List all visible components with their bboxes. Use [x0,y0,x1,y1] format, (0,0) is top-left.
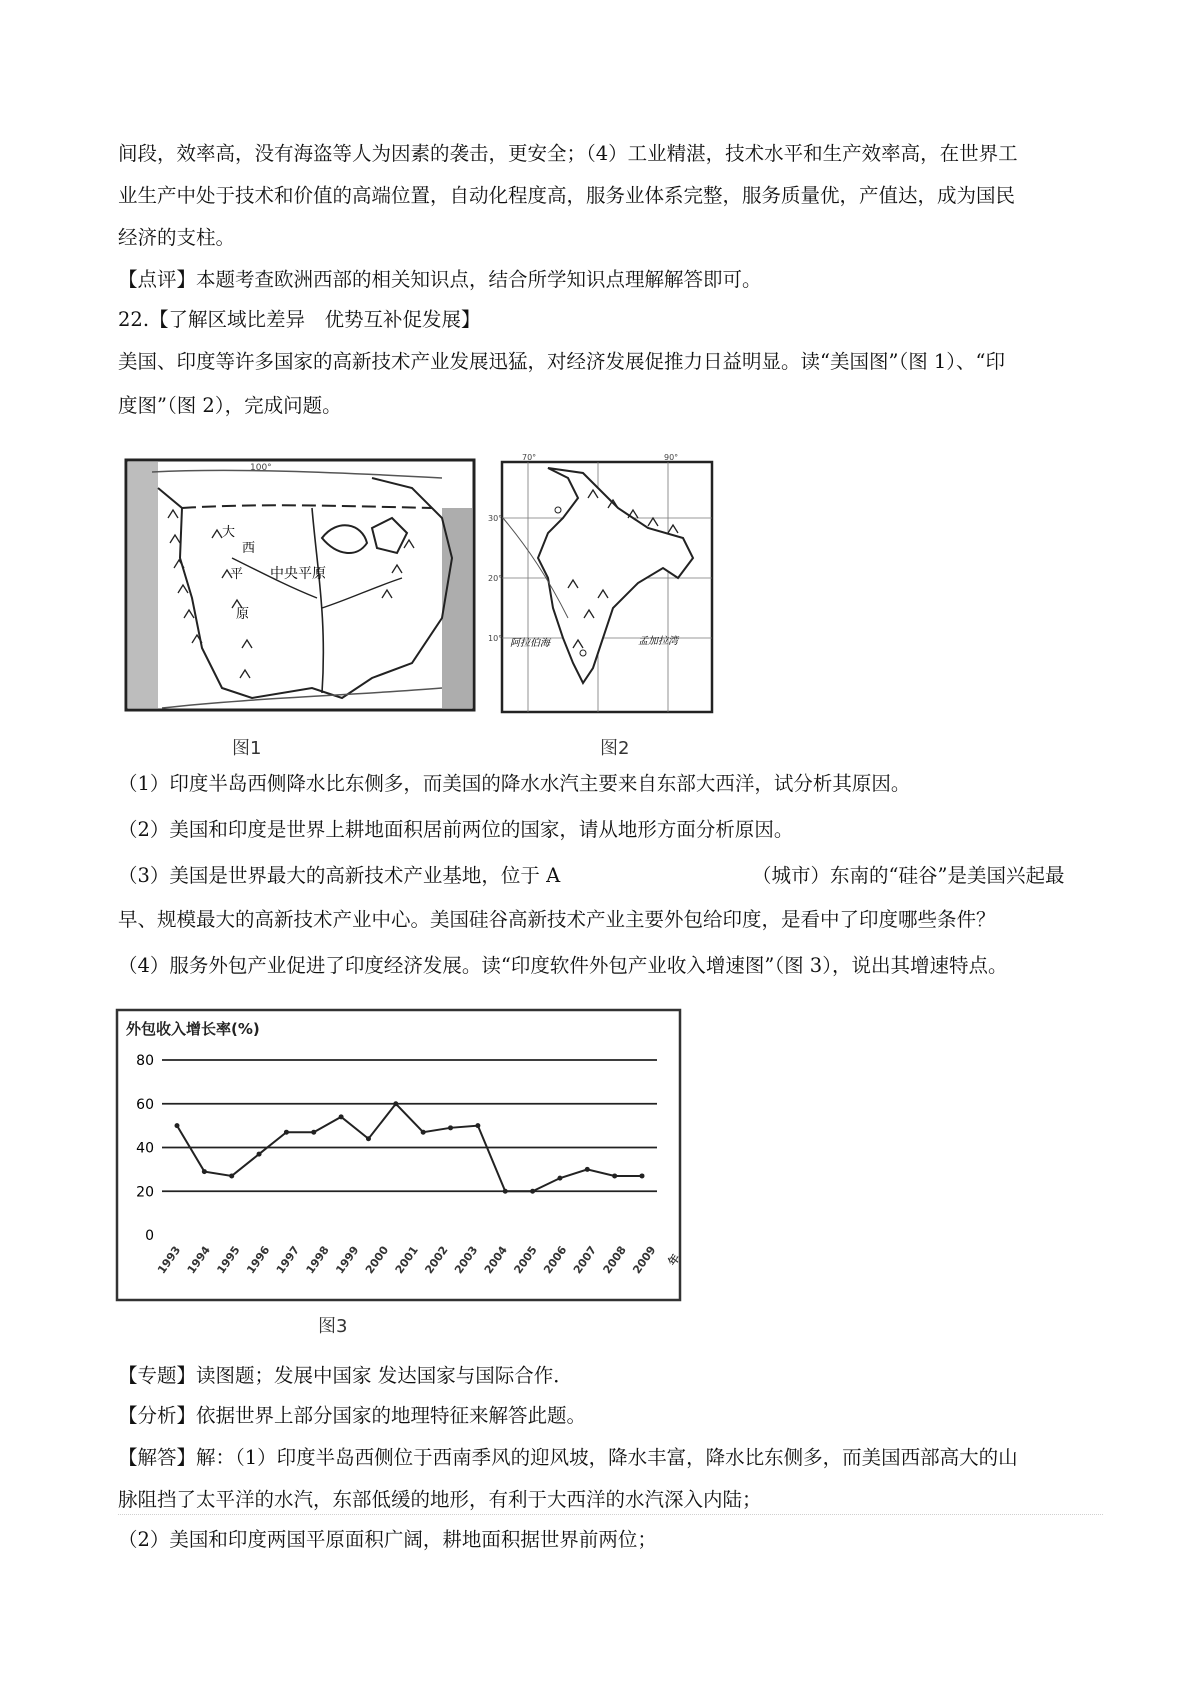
question-line: （3）美国是世界最大的高新技术产业基地，位于 A [118,864,561,887]
review-line: 【点评】本题考查欧洲西部的相关知识点，结合所学知识点理解解答即可。 [118,268,762,291]
figure-caption: 图2 [600,738,630,759]
y-tick-label: 80 [136,1053,154,1069]
question-line: （4）服务外包产业促进了印度经济发展。读“印度软件外包产业收入增速图”（图 3），说出其增速特点。 [118,954,1008,977]
chart-title: 外包收入增长率(%) [126,1020,260,1038]
data-point [229,1173,234,1178]
map-tick: 70° [522,453,537,462]
map-label: 孟加拉湾 [638,636,678,647]
data-point [557,1176,562,1181]
topic-line: 【专题】读图题；发展中国家 发达国家与国际合作． [118,1364,573,1387]
x-tick-label: 2006 [541,1243,570,1277]
x-tick-label: 1999 [333,1243,362,1277]
map-tick: 20° [488,574,503,583]
x-tick-label: 1995 [214,1243,243,1277]
question-line: （城市）东南的“硅谷”是美国兴起最 [752,864,1065,887]
map-tick: 100° [250,463,272,473]
data-point [339,1114,344,1119]
data-point [393,1101,398,1106]
answer-line: （2）美国和印度两国平原面积广阔，耕地面积据世界前两位； [118,1528,657,1551]
figure-caption: 图1 [232,738,262,759]
x-tick-label: 2002 [422,1243,451,1277]
intro-line: 美国、印度等许多国家的高新技术产业发展迅猛，对经济发展促推力日益明显。读“美国图”（图 1）、“印 [118,350,1006,373]
data-point [503,1189,508,1194]
question-line: （1）印度半岛西侧降水比东侧多，而美国的降水水汽主要来自东部大西洋，试分析其原因。 [118,772,911,795]
data-point [421,1130,426,1135]
x-tick-label: 2003 [452,1243,481,1277]
x-tick-label: 2009 [630,1243,659,1277]
answer-line: 【解答】解：（1）印度半岛西侧位于西南季风的迎风坡，降水丰富，降水比东侧多，而美国西部高大的山 [118,1446,1018,1469]
paragraph-line: 经济的支柱。 [118,226,236,249]
data-point [257,1152,262,1157]
data-point [366,1136,371,1141]
map-label: 大 [222,525,236,540]
x-tick-label: 2004 [481,1243,511,1277]
answer-line: 脉阻挡了太平洋的水汽，东部低缓的地形，有利于大西洋的水汽深入内陆； [118,1488,762,1511]
data-point [475,1123,480,1128]
map-tick: 90° [664,453,679,462]
data-point [530,1189,535,1194]
y-tick-label: 40 [136,1140,154,1157]
data-point [640,1173,645,1178]
y-tick-label: 0 [145,1228,154,1244]
x-tick-label: 2007 [570,1243,600,1277]
paragraph-line: 业生产中处于技术和价值的高端位置，自动化程度高，服务业体系完整，服务质量优，产值达，成为国民 [118,184,1016,207]
data-point [448,1125,453,1130]
x-tick-label: 2001 [392,1243,421,1277]
x-tick-label: 1994 [184,1243,213,1277]
x-tick-label: 2008 [600,1243,629,1277]
x-tick-label: 2005 [511,1243,540,1277]
map-tick: 30° [488,514,503,523]
question-line: （2）美国和印度是世界上耕地面积居前两位的国家，请从地形方面分析原因。 [118,818,794,841]
x-tick-label: 1996 [244,1243,273,1277]
intro-line: 度图”（图 2），完成问题。 [118,394,342,417]
map-label: 阿拉伯海 [510,638,550,649]
data-point [311,1130,316,1135]
question-title: 22.【了解区域比差异 优势互补促发展】 [118,308,481,331]
map-label: 平 [230,567,244,582]
x-tick-label: 年 [665,1251,683,1269]
usa-map-figure [112,448,484,730]
x-tick-label: 1993 [155,1243,184,1277]
y-tick-label: 60 [136,1096,154,1113]
growth-rate-chart [112,1000,692,1310]
map-tick: 10° [488,634,503,643]
paragraph-line: 间段，效率高，没有海盗等人为因素的袭击，更安全；（4）工业精湛，技术水平和生产效率高，在世界工 [118,142,1018,165]
data-point [202,1169,207,1174]
data-point [612,1173,617,1178]
x-tick-label: 1998 [303,1243,332,1277]
divider [118,1514,1103,1515]
figure-caption: 图3 [318,1316,348,1337]
analysis-line: 【分析】依据世界上部分国家的地理特征来解答此题。 [118,1404,587,1427]
question-line: 早、规模最大的高新技术产业中心。美国硅谷高新技术产业主要外包给印度，是看中了印度哪些条件？ [118,908,996,931]
map-label: 西 [242,541,256,556]
data-point [284,1130,289,1135]
data-point [175,1123,180,1128]
india-map-figure [488,448,720,730]
x-tick-label: 2000 [362,1243,392,1277]
map-label: 中央平原 [270,566,326,582]
map-label: 原 [236,607,250,622]
x-tick-label: 1997 [273,1243,303,1277]
data-point [585,1167,590,1172]
y-tick-label: 20 [136,1184,154,1201]
